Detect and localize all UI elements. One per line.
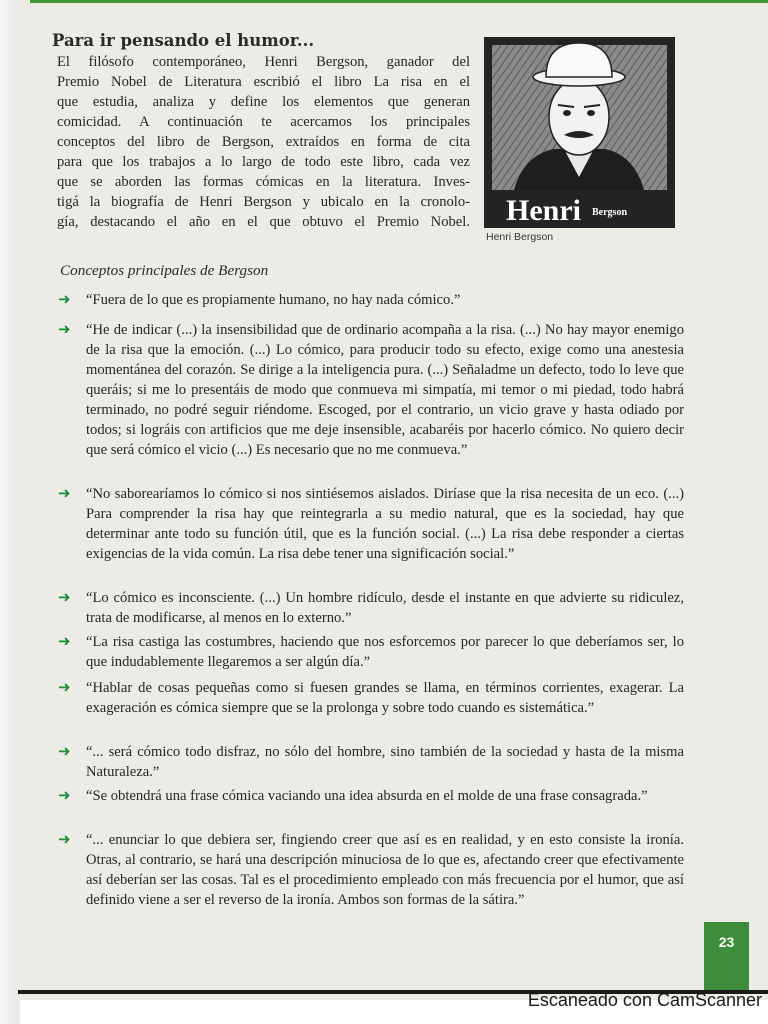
top-green-rule: [30, 0, 768, 3]
arrow-icon: ➜: [58, 632, 71, 650]
intro-line: El filósofo contemporáneo, Henri Bergson, ganador del: [57, 54, 470, 70]
portrait-right-eye: [587, 110, 595, 116]
bergson-portrait: [484, 37, 675, 228]
quote-text: “La risa castiga las costumbres, haciendo que nos esforcemos por parecer lo que deberíamos ser, lo que indudablemente llegaremos a ser algún día.”: [86, 634, 684, 670]
quote-text: “He de indicar (...) la insensibilidad que de ordinario acompaña a la risa. (...) No hay mayor enemigo de la risa que la emoción. (...) Lo cómico, para producir todo su efecto, exige como una anestesia momentánea del corazón. Se dirige a la inteligencia pura. (...) Señaladme un defecto, todo lo leve que queráis; si me lo presentáis de modo que conmueva mi simpatía, mi temor o mi piedad, todo habrá terminado, no podré seguir riéndome. Escoged, por el contrario, un vicio grave y hasta odiado por todos; si lográis con artificios que me deje insensible, acabaréis por hacerlo cómico. No quiero decir que será cómico el vicio (...) Es necesario que no me conmueva.”: [86, 322, 684, 458]
quote-item: [58, 786, 688, 806]
arrow-icon: ➜: [58, 678, 71, 696]
quote-item: [58, 830, 688, 910]
quote-text: “... enunciar lo que debiera ser, fingiendo creer que así es en realidad, y en esto consiste la ironía. Otras, al contrario, se hará una descripción minuciosa de lo que es, afectando creer que efectivamente así deberían ser las cosas. Tal es el procedimiento empleado con más frecuencia por el humor, que así definido viene a ser el reverso de la ironía. Ambos son formas de la sátira.”: [86, 832, 684, 908]
quote-item: [58, 588, 688, 628]
arrow-icon: ➜: [58, 588, 71, 606]
quote-item: [58, 484, 688, 564]
scanner-watermark: Escaneado con CamScanner: [527, 990, 762, 1010]
intro-line: Premio Nobel de Literatura escribió el libro La risa en el: [57, 74, 470, 90]
quote-item: [58, 742, 688, 782]
section-heading: Para ir pensando el humor...: [52, 31, 315, 50]
arrow-icon: ➜: [58, 484, 71, 502]
arrow-icon: ➜: [58, 742, 71, 760]
arrow-icon: ➜: [58, 320, 71, 338]
portrait-caption: Henri Bergson: [486, 231, 554, 243]
intro-line: gía, destacando el año en el que obtuvo el Premio Nobel.: [57, 214, 470, 230]
quote-item: [58, 290, 688, 310]
intro-line: que se aborden las formas cómicas en la literatura. Inves-: [57, 174, 470, 190]
quote-text: “... será cómico todo disfraz, no sólo del hombre, sino también de la sociedad y hasta de la misma Naturaleza.”: [86, 744, 684, 780]
quote-item: [58, 632, 688, 672]
portrait-title-small: Bergson: [592, 207, 627, 218]
quote-text: “Hablar de cosas pequeñas como si fuesen grandes se llama, en términos corrientes, exagerar. La exageración es cómica siempre que se la prolonga y sobre todo cuando es sistemática.”: [86, 680, 684, 716]
portrait-illustration: [484, 37, 675, 228]
portrait-face: [549, 79, 609, 155]
intro-line: comicidad. A continuación te acercamos los principales: [57, 114, 470, 130]
arrow-icon: ➜: [58, 830, 71, 848]
intro-line: que estudia, analiza y define los elementos que generan: [57, 94, 470, 110]
quote-item: [58, 320, 688, 460]
portrait-left-eye: [563, 110, 571, 116]
quote-item: [58, 678, 688, 718]
quote-text: “No saborearíamos lo cómico si nos sintiésemos aislados. Diríase que la risa necesita de un eco. (...) Para comprender la risa hay que reintegrarla a su medio natural, que es la sociedad, hay que determinar ante todo su función útil, que es la función social. (...) La risa debe responder a ciertas exigencias de la vida común. La risa debe tener una significación social.”: [86, 486, 684, 562]
intro-paragraph: [57, 52, 470, 232]
page-gutter-shadow: [0, 0, 20, 1024]
concepts-subheading: Conceptos principales de Bergson: [60, 262, 269, 279]
intro-line: tigá la biografía de Henri Bergson y ubicalo en la cronolo-: [57, 194, 470, 210]
portrait-title-large: Henri: [506, 194, 581, 227]
quote-text: “Lo cómico es inconsciente. (...) Un hombre ridículo, desde el instante en que advierte su ridiculez, trata de modificarse, al menos en lo externo.”: [86, 590, 684, 626]
intro-line: para que los trabajos a lo largo de todo este libro, cada vez: [57, 154, 470, 170]
arrow-icon: ➜: [58, 290, 71, 308]
page-number-tab: 23: [704, 922, 749, 992]
quote-text: “Fuera de lo que es propiamente humano, no hay nada cómico.”: [86, 292, 461, 308]
arrow-icon: ➜: [58, 786, 71, 804]
quote-text: “Se obtendrá una frase cómica vaciando una idea absurda en el molde de una frase consagrada.”: [86, 788, 648, 804]
intro-line: conceptos del libro de Bergson, extraídos en forma de cita: [57, 134, 470, 150]
